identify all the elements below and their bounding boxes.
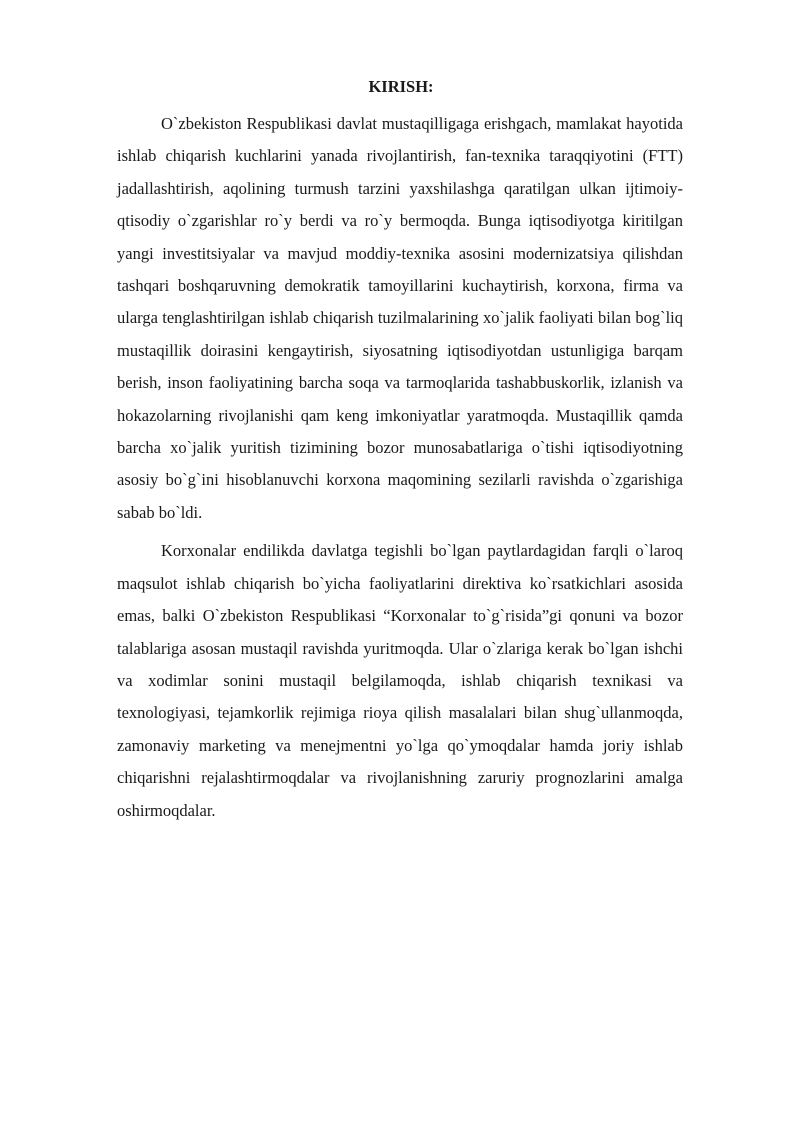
paragraph-1: O`zbekiston Respublikasi davlat mustaqilligaga erishgach, mamlakat hayotida ishlab chiqarish kuchlarini yanada rivojlantirish, fan-texnika taraqqiyotini (FTT) jadallashtirish, aqolining turmush tarzini yaxshilashga qaratilgan ulkan ijtimoiy-qtisodiy o`zgarishlar ro`y berdi va ro`y bermoqda. Bunga iqtisodiyotga kiritilgan yangi investitsiyalar va mavjud moddiy-texnika asosini modernizatsiya qilishdan tashqari boshqaruvning demokratik tamoyillarini kuchaytirish, korxona, firma va ularga tenglashtirilgan ishlab chiqarish tuzilmalarining xo`jalik faoliyati bilan bog`liq mustaqillik doirasini kengaytirish, siyosatning iqtisodiyotdan ustunligiga barqam berish, inson faoliyatining barcha soqa va tarmoqlarida tashabbuskorlik, izlanish va hokazolarning rivojlanishi qam keng imkoniyatlar yaratmoqda. Mustaqillik qamda barcha xo`jalik yuritish tizimining bozor munosabatlariga o`tishi iqtisodiyotning asosiy bo`g`ini hisoblanuvchi korxona maqomining sezilarli ravishda o`zgarishiga sabab bo`ldi.	[117, 114, 683, 522]
page-title: KIRISH:	[368, 77, 434, 96]
document-body	[117, 74, 683, 833]
paragraph-2: Korxonalar endilikda davlatga tegishli bo`lgan paytlardagidan farqli o`laroq maqsulot ishlab chiqarish bo`yicha faoliyatlarini direktiva ko`rsatkichlari asosida emas, balki O`zbekiston Respublikasi “Korxonalar to`g`risida”gi qonuni va bozor talablariga asosan mustaqil ravishda yuritmoqda. Ular o`zlariga kerak bo`lgan ishchi va xodimlar sonini mustaqil belgilamoqda, ishlab chiqarish texnikasi va texnologiyasi, tejamkorlik rejimiga rioya qilish masalalari bilan shug`ullanmoqda, zamonaviy marketing va menejmentni yo`lga qo`ymoqdalar hamda joriy ishlab chiqarishni rejalashtirmoqdalar va rivojlanishning zaruriy prognozlarini amalga oshirmoqdalar.	[117, 541, 683, 820]
